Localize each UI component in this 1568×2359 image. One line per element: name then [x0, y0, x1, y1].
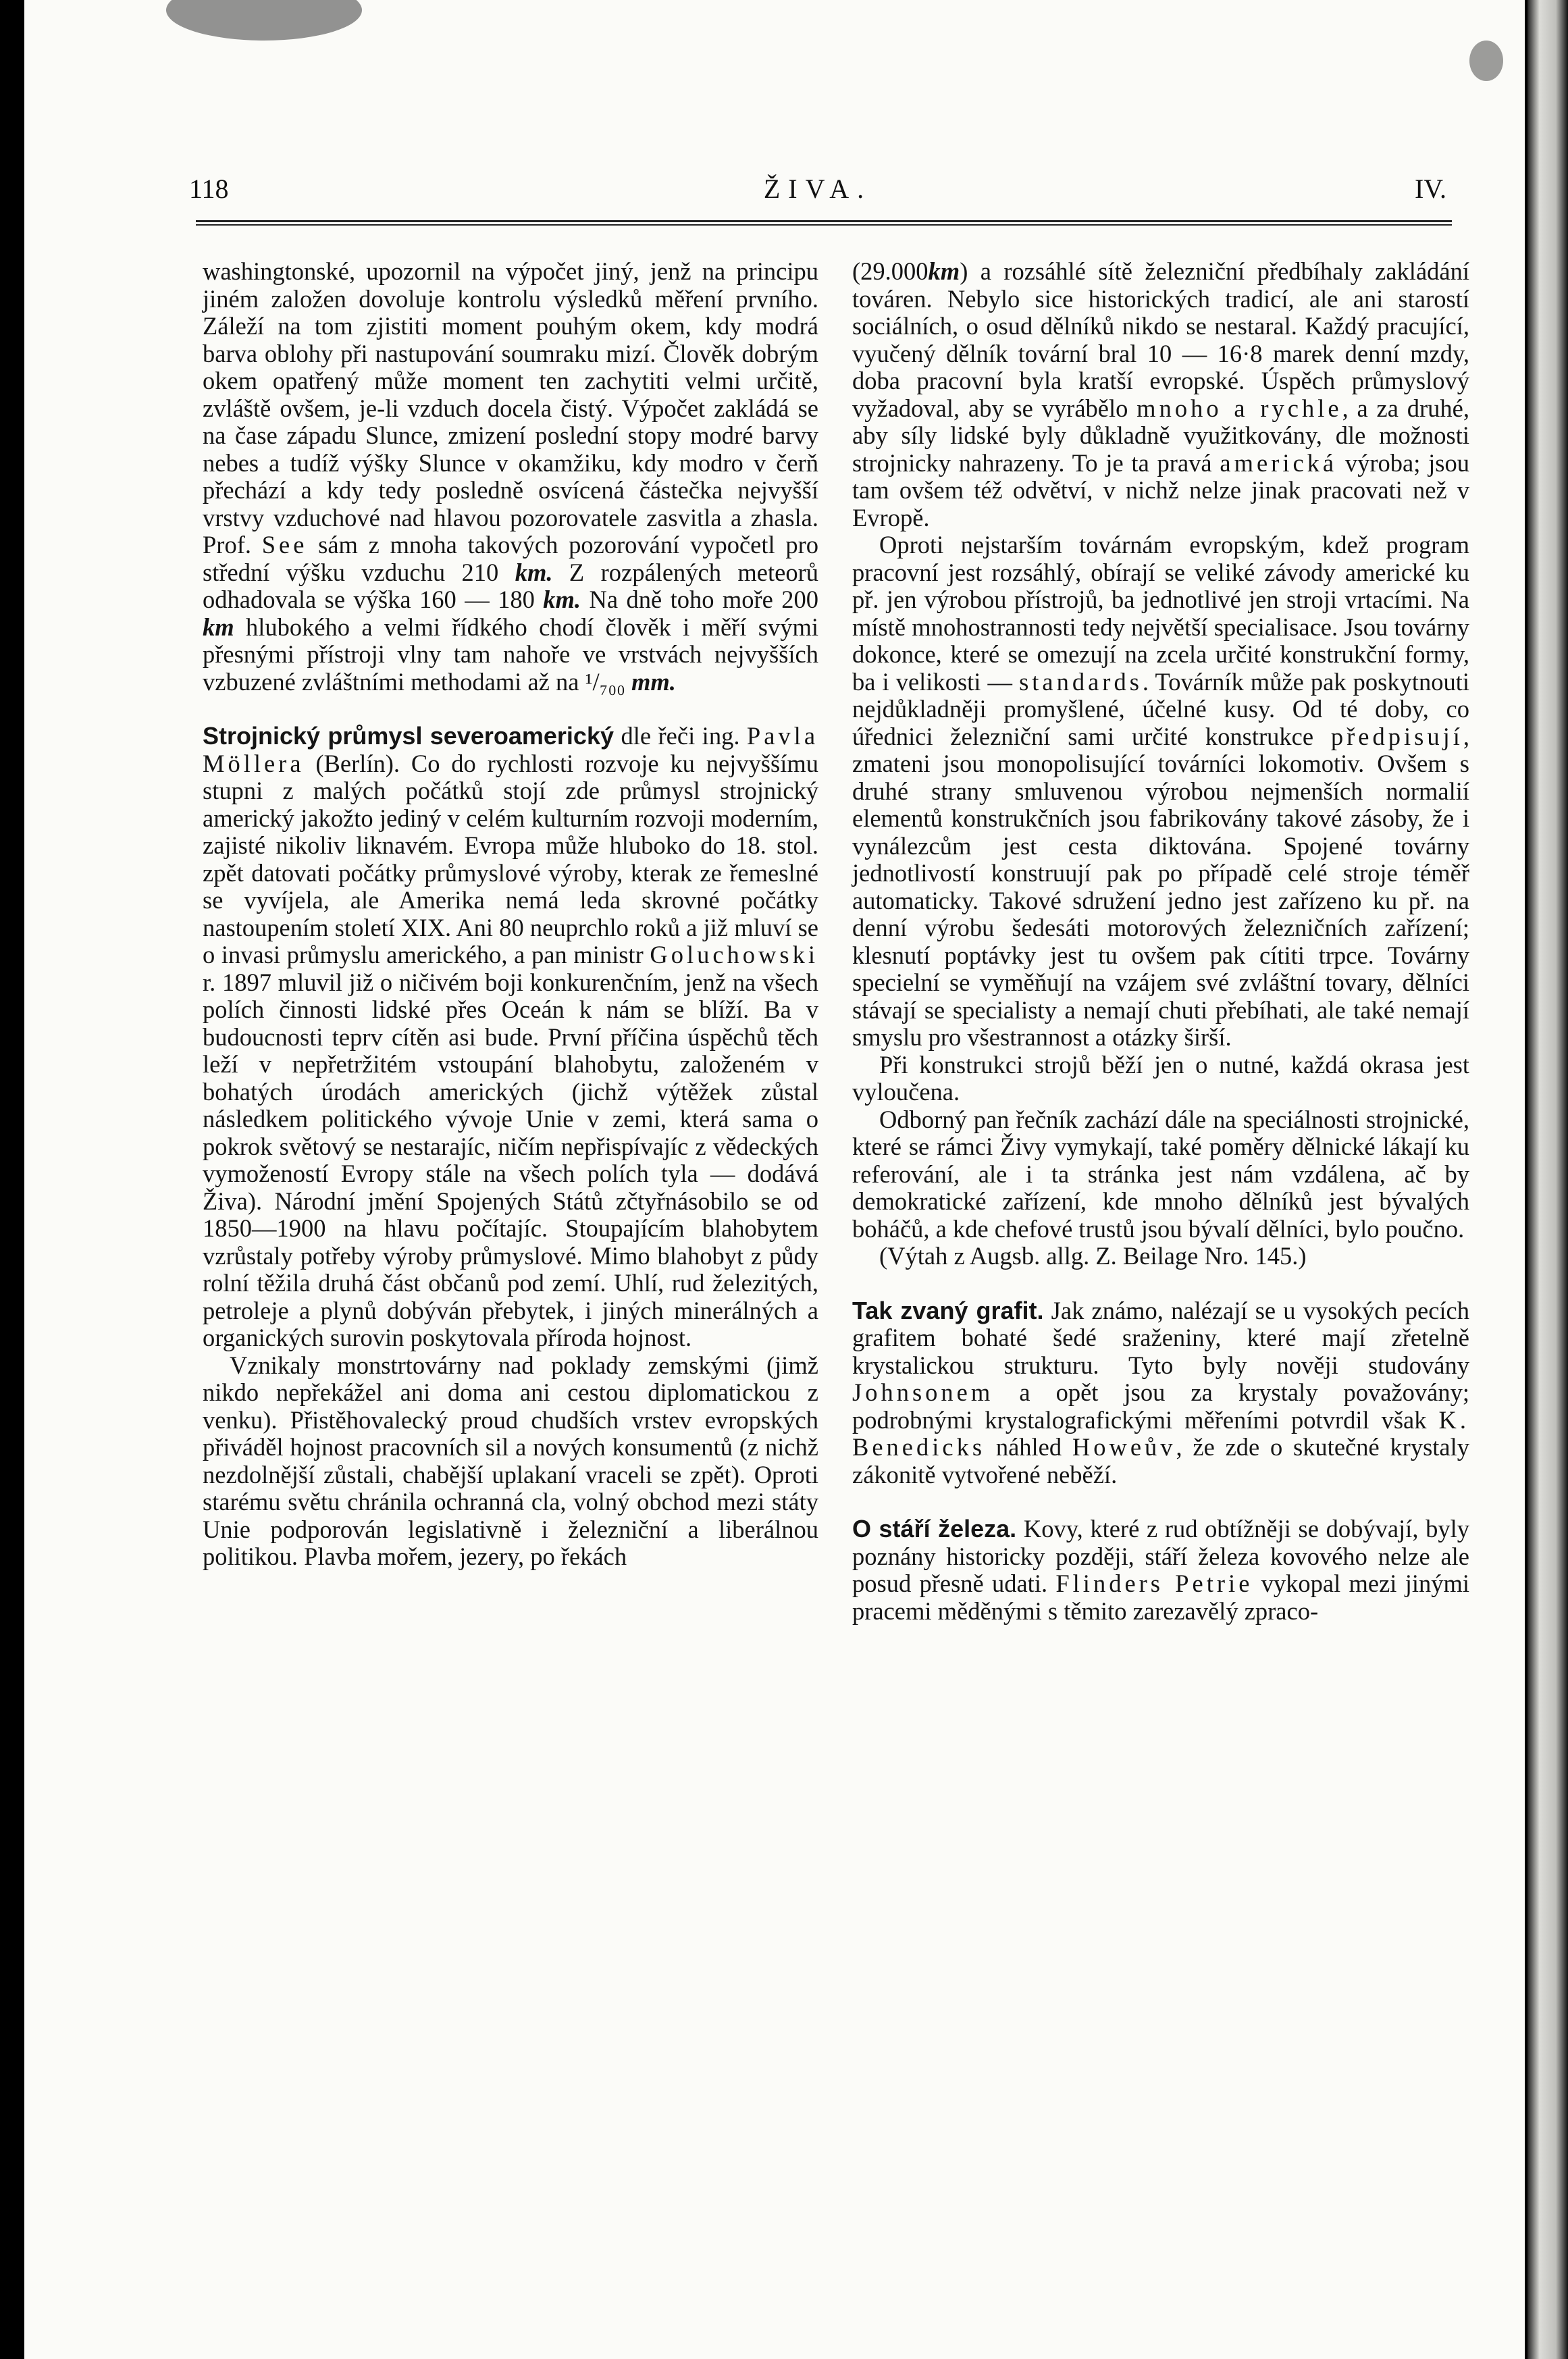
paragraph: (29.000km) a rozsáhlé sítě železniční předbíhaly zakládání továren. Nebylo sice historických tradicí, ale ani starostí sociálních, o osud dělníků nikdo se nestaral. Každý pracující, vyučený dělník tovární bral 10 — 16·8 marek denní mzdy, doba pracovní byla kratší evropské. Úspěch průmyslový vyžadoval, aby se vyrábělo mnoho a rychle, a za druhé, aby síly lidské byly důkladně využitkovány, dle možnosti strojnicky nahrazeny. To je ta pravá americká výroba; jsou tam ovšem též odvětví, v nichž nelze jinak pracovati než v Evropě.	[852, 257, 1469, 532]
scan-smudge	[166, 0, 362, 41]
volume-number: IV.	[1414, 174, 1446, 204]
left-column	[203, 258, 818, 1571]
paragraph: Oproti nejstarším továrnám evropským, kdež program pracovní jest rozsáhlý, obírají se veliké závody americké ku př. jen výrobou přístrojů, ba jednotlivé jen stroji vrtacími. Na místě mnohostrannosti tedy největší specialisace. Jsou továrny dokonce, které se omezují na zcela určité konstrukční formy, ba i velikosti — standards. Továrník může pak poskytnouti nejdůkladněji promyšlené, účelné kusy. Od té doby, co úřednici železniční sami určité konstrukce předpisují, zmateni jsou monopolisující továrníci lokomotiv. Ovšem s druhé strany smluvenou výrobou nejmenších normalií elementů konstrukčních jsou fabrikovány takové zásoby, že i vynálezcům jest cesta diktována. Spojené továrny jednotlivostí konstruují pak po případě celé stroje téměř automaticky. Takové sdružení jedno jest zařízeno ku př. na denní výrobu šedesáti motorových železničních zařízení; klesnutí poptávky jest tu ovšem pak cítiti trpce. Továrny specielní se vyměňují na vzájem své zvláštní tovary, dělníci stávají se specialisty a nemají chuti přebíhati, ale také nemají smyslu pro všestrannost a otázky širší.	[852, 531, 1470, 1051]
paragraph: Vznikaly monstrtovárny nad poklady zemskými (jimž nikdo nepřekážel ani doma ani cestou diplomatickou z venku). Přistěhovalecký proud chudších vrstev evropských přiváděl hojnost pracovních sil a nových konsumentů (z nichž nezdolnější zůstali, chabější uplakaní vraceli se zpět). Oproti starému světu chránila ochranná cla, volný obchod mezi státy Unie podporován legislativně i železniční a liberálnou politikou. Plavba mořem, jezery, po řekách	[203, 1351, 818, 1570]
paragraph: Odborný pan řečník zachází dále na speciálnosti strojnické, které se rámci Živy vymykají, také poměry dělnické lákají ku referování, ale i ta stránka jest nám vzdálena, ač by demokratické zařízení, kde mnoho dělníků jest bývalých boháčů, a kde chefové trustů jsou bývalí dělníci, bylo poučno.	[852, 1105, 1469, 1243]
source-note: (Výtah z Augsb. allg. Z. Beilage Nro. 145.)	[879, 1242, 1307, 1270]
person-name: K. Benedicks	[852, 1405, 1469, 1461]
article-grafit: Tak zvaný grafit. Jak známo, nalézají se u vysokých pecích grafitem bohaté šedé sraženiny, které mají zřetelně krystalickou strukturu. Tyto byly nověji studovány Johnsonem a opět jsou za krystaly považovány; podrobnými krystalografickými měřeními potvrdil však K. Benedicks náhled Howeův, že zde o skutečné krystaly zákonitě vytvořené neběží.	[852, 1296, 1470, 1488]
person-name: Goluchowski	[650, 941, 819, 968]
person-name: Pavla Möllera	[203, 722, 819, 777]
running-header	[189, 173, 1446, 213]
article-stari-zeleza: O stáří železa. Kovy, které z rud obtížněji se dobývají, byly poznány historicky později, stáří železa kovového nelze ale posud přesně udati. Flinders Petrie vykopal mezi jinými pracemi měděnými s těmito zarezavělý zpraco-	[852, 1515, 1470, 1625]
page-number: 118	[189, 174, 229, 204]
journal-title: ŽIVA.	[763, 174, 872, 204]
person-name: See	[261, 531, 308, 559]
paragraph: washingtonské, upozornil na výpočet jiný, jenž na principu jiném založen dovoluje kontrolu výsledků měření prvního. Záleží na tom zjistiti moment pouhým okem, kdy modrá barva oblohy při nastupování soumraku mizí. Člověk dobrým okem opatřený může moment ten zachytiti velmi určitě, zvláště ovšem, je-li vzduch docela čistý. Výpočet zakládá se na čase západu Slunce, zmizení poslední stopy modré barvy nebes a tudíž výšky Slunce v okamžiku, kdy modro v čerň přechází a kdy tedy posledně osvícená částečka nejvyšší vrstvy vzduchové nad hlavou pozorovatele zasvitla a zhasla. Prof. See sám z mnoha takových pozorování vypočetl pro střední výšku vzduchu 210 km. Z rozpálených meteorů odhadovala se výška 160 — 180 km. Na dně toho moře 200 km hlubokého a velmi řídkého chodí člověk i měří svými přesnými přístroji vlny tam nahoře ve vrstvách nejvyšších vzbuzené zvláštními methodami až na ¹/₇₀₀ mm.	[203, 257, 819, 696]
person-name: Howeův	[1072, 1433, 1176, 1461]
person-name: Johnsonem	[852, 1378, 994, 1406]
section-heading: Strojnický průmysl severoamerický	[203, 722, 614, 750]
section-heading: O stáří železa.	[852, 1515, 1017, 1543]
paragraph: Při konstrukci strojů běží jen o nutné, každá okrasa jest vyloučena.	[852, 1050, 1469, 1106]
right-column	[852, 258, 1469, 1625]
page-edge	[1527, 0, 1568, 2359]
person-name: Flinders Petrie	[1055, 1570, 1253, 1597]
section-heading: Tak zvaný grafit.	[852, 1296, 1044, 1324]
scan-smudge	[1469, 41, 1503, 81]
header-rule	[196, 220, 1452, 226]
article-strojnicky-prumysl: Strojnický průmysl severoamerický dle řeči ing. Pavla Möllera (Berlín). Co do rychlosti rozvoje ku nejvyššímu stupni z malých počátků stojí zde průmysl strojnický americký jakožto jediný v celém kulturním rozvoji moderním, zajisté nikoliv liknavém. Evropa může hluboko do 18. stol. zpět datovati počátky průmyslové výroby, kterak ze řemeslné se vyvíjela, ale Amerika nemá leda skrovné počátky nastoupením století XIX. Ani 80 neuprchlo roků a již mluví se o invasi průmyslu amerického, a pan ministr Goluchowski r. 1897 mluvil již o ničivém boji konkurenčním, jenž na všech polích činnosti lidské přes Oceán k nám se blíží. Ba v budoucnosti teprv cítěn asi bude. První příčina úspěchů těch leží v nepřetržitém vstoupání blahobytu, založeném v bohatých úrodách amerických (jichž výtěžek zůstal následkem politického vývoje Unie v zemi, která sama o pokrok světový se nestarajíc, ničím nepřispívajíc z vědeckých vymožeností Evropy stále na všech polích tyla — dodává Živa). Národní jmění Spojených Států zčtyřnásobilo se od 1850—1900 na hlavu počítajíc. Stoupajícím blahobytem vzrůstaly potřeby výroby průmyslové. Mimo blahobyt z půdy rolní těžila druhá část občanů pod zemí. Uhlí, rud železitých, petroleje a plynů dobýván přebytek, i jiných minerálných a organických surovin poskytovala příroda hojnost.	[203, 722, 819, 1351]
